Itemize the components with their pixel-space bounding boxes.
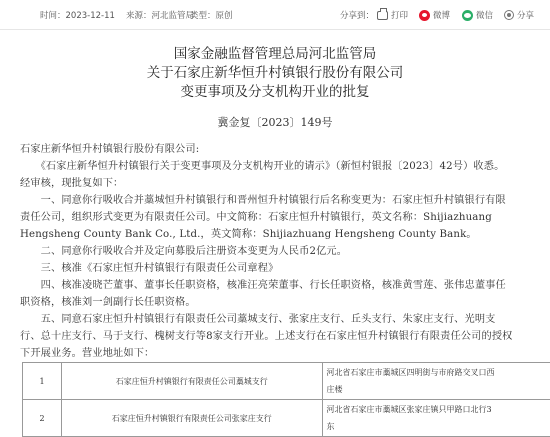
address-line: 河北省石家庄市藁城区张家庄镇只甲路口北行3 <box>327 401 550 418</box>
article-meta-bar <box>0 0 550 30</box>
body-line: 责任公司，组织形式变更为有限责任公司。中文简称：石家庄恒升村镇银行，英文名称：Shijiazhuang <box>20 208 492 223</box>
document-number: 冀金复〔2023〕149号 <box>0 114 550 130</box>
document-title-line-1: 国家金融监督管理总局河北监管局 <box>0 42 550 62</box>
body-line: 《石家庄新华恒升村镇银行关于变更事项及分支机构开业的请示》（新恒村银报〔2023〕42号）收悉。 <box>20 157 504 172</box>
weibo-icon <box>419 10 430 21</box>
print-button[interactable] <box>377 9 408 21</box>
body-line: 职资格，核准刘一剑副行长任职资格。 <box>20 293 196 308</box>
addressee: 石家庄新华恒升村镇银行股份有限公司: <box>20 140 199 155</box>
print-label: 打印 <box>391 9 408 21</box>
table-cell-branch-name: 石家庄恒升村镇银行有限责任公司张家庄支行 <box>62 400 322 437</box>
share-label: 分享到： <box>340 9 374 21</box>
body-line: 三、核准《石家庄恒升村镇银行有限责任公司章程》 <box>20 259 278 274</box>
body-line: 五、同意石家庄恒升村镇银行有限责任公司藁城支行、张家庄支行、丘头支行、朱家庄支行、光明支 <box>20 310 496 325</box>
address-line: 庄楼 <box>327 381 550 398</box>
body-line: 经审核，现批复如下： <box>20 174 123 189</box>
table-row <box>23 400 550 437</box>
printer-icon <box>377 11 388 20</box>
share-wechat-button[interactable] <box>462 9 493 21</box>
document-title-line-2: 关于石家庄新华恒升村镇银行股份有限公司 <box>0 61 550 81</box>
share-more-label: 分享 <box>517 9 534 21</box>
article-type: 类型：原创 <box>190 9 233 21</box>
table-cell-address <box>322 363 550 400</box>
address-line: 东 <box>327 418 550 435</box>
table-cell-index: 2 <box>23 400 62 437</box>
wechat-icon <box>462 10 473 21</box>
table-cell-branch-name: 石家庄恒升村镇银行有限责任公司藁城支行 <box>62 363 322 400</box>
body-line: Hengsheng County Bank Co., Ltd.，英文简称：Shijiazhuang Hengsheng County Bank。 <box>20 225 477 240</box>
address-line: 河北省石家庄市藁城区四明街与市府路交叉口西 <box>327 364 550 381</box>
body-line: 行、总十庄支行、马于支行、槐树支行等8家支行开业。上述支行在石家庄恒升村镇银行有限责任公司的授权 <box>20 327 513 342</box>
body-line: 四、核准凌晓芒董事、董事长任职资格，核准汪亮荣董事、行长任职资格，核准黄雪莲、张伟忠董事任 <box>20 276 506 291</box>
wechat-label: 微信 <box>476 9 493 21</box>
table-row <box>23 363 550 400</box>
document-title-line-3: 变更事项及分支机构开业的批复 <box>0 80 550 100</box>
branch-address-table <box>22 362 550 437</box>
table-cell-index: 1 <box>23 363 62 400</box>
share-more-button[interactable] <box>504 9 534 21</box>
weibo-label: 微博 <box>433 9 450 21</box>
body-line: 二、同意你行吸收合并及定向募股后注册资本变更为人民币2亿元。 <box>20 242 347 257</box>
share-icon <box>504 10 514 20</box>
body-line: 一、同意你行吸收合并藁城恒升村镇银行和晋州恒升村镇银行后名称变更为：石家庄恒升村镇银行有限 <box>20 191 506 206</box>
publish-date: 时间：2023-12-11 <box>40 9 115 21</box>
article-source: 来源：河北监管局 <box>126 9 194 21</box>
share-weibo-button[interactable] <box>419 9 450 21</box>
table-cell-address <box>322 400 550 437</box>
body-line: 下开展业务。营业地址如下： <box>20 344 154 359</box>
